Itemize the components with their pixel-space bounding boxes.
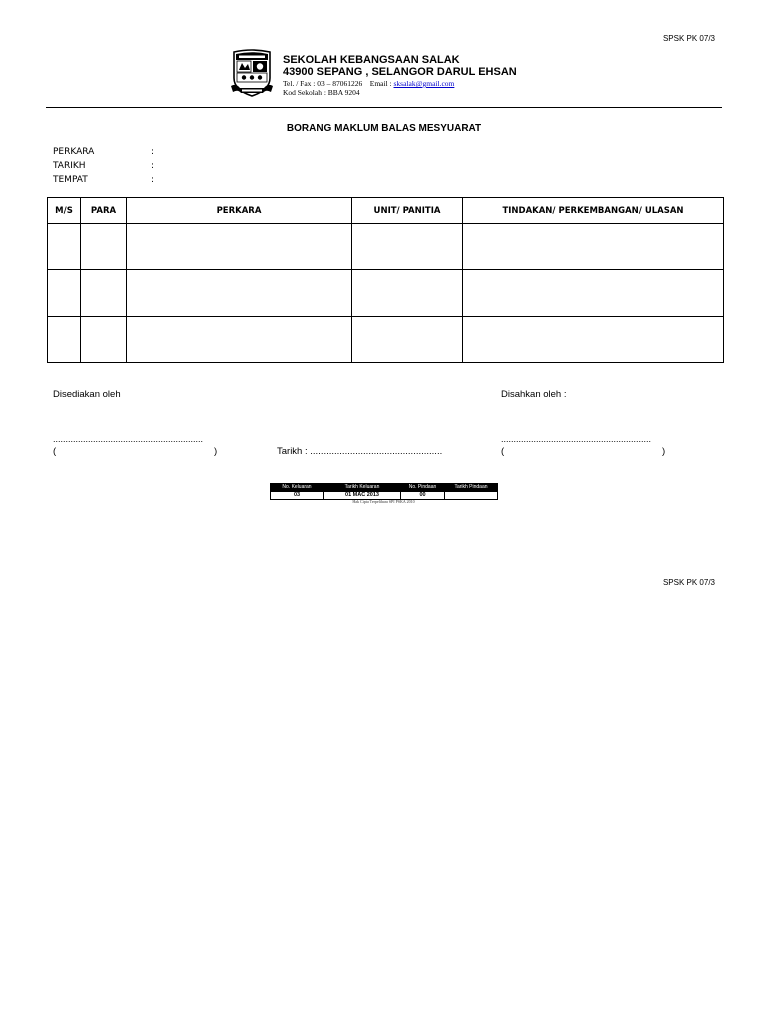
table-cell[interactable] — [48, 270, 81, 316]
table-cell[interactable] — [463, 224, 724, 270]
col-header-ms: M/S — [48, 198, 81, 224]
school-code: Kod Sekolah : BBA 9204 — [283, 88, 360, 97]
col-header-para: PARA — [81, 198, 127, 224]
doc-control-header: No. Pindaan — [401, 484, 445, 492]
table-cell[interactable] — [81, 270, 127, 316]
meta-colon: : — [151, 175, 155, 185]
prepared-paren-close: ) — [214, 446, 218, 457]
table-cell[interactable] — [48, 224, 81, 270]
document-reference: SPSK PK 07/3 — [662, 34, 715, 43]
prepared-signature-line[interactable]: ............................................................ — [53, 434, 204, 444]
contact-prefix: Tel. / Fax : 03 – 87061226 Email : — [283, 79, 394, 88]
meta-label-perkara: PERKARA — [53, 147, 95, 157]
table-cell[interactable] — [352, 224, 463, 270]
doc-control-header-row — [271, 484, 498, 492]
table-cell[interactable] — [463, 270, 724, 316]
table-header-row — [48, 198, 724, 224]
doc-control-header: Tarikh Keluaran — [324, 484, 401, 492]
header-divider — [46, 107, 722, 108]
meta-colon: : — [151, 161, 155, 171]
document-control-table — [270, 483, 498, 500]
table-row — [48, 316, 724, 362]
table-cell[interactable] — [463, 316, 724, 362]
doc-control-header: Tarikh Pindaan — [445, 484, 498, 492]
table-row — [48, 270, 724, 316]
doc-control-value: 01 MAC 2013 — [324, 492, 401, 500]
school-crest-logo — [230, 48, 274, 98]
prepared-by-label: Disediakan oleh — [53, 389, 121, 400]
doc-control-value: 00 — [401, 492, 445, 500]
table-row — [48, 224, 724, 270]
document-reference-bottom: SPSK PK 07/3 — [662, 578, 715, 587]
col-header-unit-panitia: UNIT/ PANITIA — [352, 198, 463, 224]
doc-control-value: 03 — [271, 492, 324, 500]
col-header-perkara: PERKARA — [127, 198, 352, 224]
school-address: 43900 SEPANG , SELANGOR DARUL EHSAN — [283, 66, 517, 78]
approved-paren-open: ( — [501, 446, 505, 457]
date-field[interactable]: Tarikh : .................................................. — [277, 446, 443, 457]
table-cell[interactable] — [127, 224, 352, 270]
meta-label-tempat: TEMPAT — [53, 175, 88, 185]
table-cell[interactable] — [81, 224, 127, 270]
col-header-tindakan: TINDAKAN/ PERKEMBANGAN/ ULASAN — [463, 198, 724, 224]
email-link[interactable]: sksalak@gmail.com — [393, 79, 455, 88]
copyright-note: Hak Cipta Terpelihara SPI PSKA 2010 — [352, 499, 415, 504]
table-cell[interactable] — [81, 316, 127, 362]
approved-paren-close: ) — [662, 446, 666, 457]
prepared-paren-open: ( — [53, 446, 57, 457]
doc-control-header: No. Keluaran — [271, 484, 324, 492]
table-cell[interactable] — [127, 270, 352, 316]
table-cell[interactable] — [127, 316, 352, 362]
table-cell[interactable] — [352, 316, 463, 362]
approved-by-label: Disahkan oleh : — [501, 389, 567, 400]
meta-colon: : — [151, 147, 155, 157]
form-title: BORANG MAKLUM BALAS MESYUARAT — [286, 123, 482, 134]
approved-signature-line[interactable]: ............................................................ — [501, 434, 652, 444]
school-name: SEKOLAH KEBANGSAAN SALAK — [283, 54, 460, 66]
table-cell[interactable] — [352, 270, 463, 316]
table-cell[interactable] — [48, 316, 81, 362]
meeting-feedback-table — [47, 197, 724, 363]
school-contact — [283, 79, 454, 88]
meta-label-tarikh: TARIKH — [53, 161, 86, 171]
